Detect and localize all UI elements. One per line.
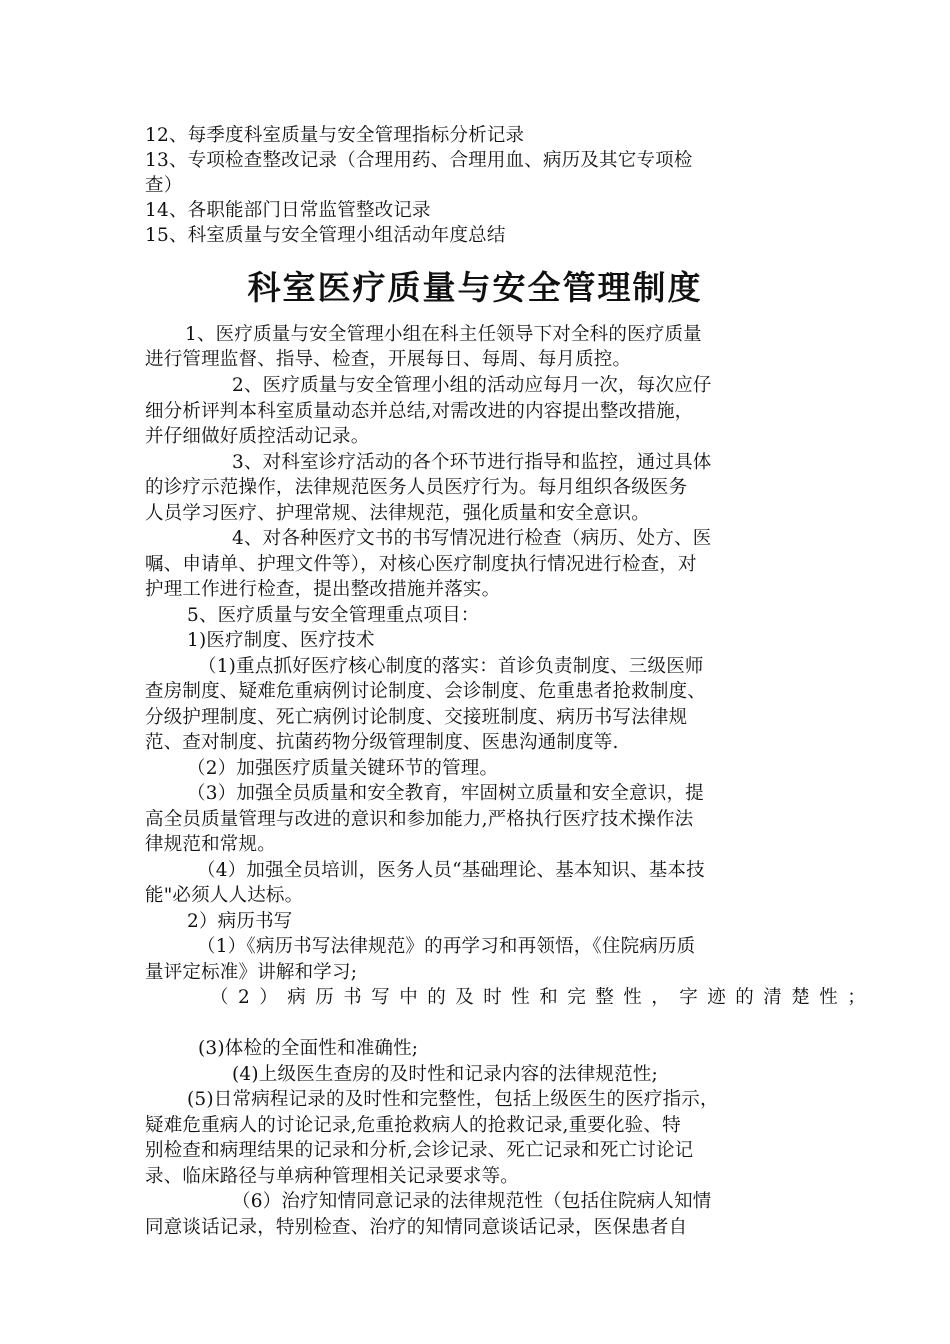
paragraph-line: 进行管理监督、指导、检查，开展每日、每周、每月质控。 <box>145 349 632 370</box>
paragraph-line: （1)重点抓好医疗核心制度的落实：首诊负责制度、三级医师 <box>198 656 704 677</box>
paragraph-line: (4)上级医生查房的及时性和记录内容的法律规范性; <box>232 1064 658 1085</box>
paragraph-line: （3）加强全员质量和安全教育，牢固树立质量和安全意识，提 <box>187 783 704 804</box>
paragraph-line: 疑难危重病人的讨论记录,危重抢救病人的抢救记录,重要化验、特 <box>145 1115 681 1136</box>
paragraph-line: （1）《病历书写法律规范》的再学习和再领悟，《住院病历质 <box>197 936 696 957</box>
paragraph-line: 2、医疗质量与安全管理小组的活动应每月一次，每次应仔 <box>232 375 712 396</box>
list-item: 13、专项检查整改记录（合理用药、合理用血、病历及其它专项检 <box>145 150 693 171</box>
paragraph-line: 同意谈话记录，特别检查、治疗的知情同意谈话记录，医保患者自 <box>145 1217 688 1238</box>
paragraph-line: 人员学习医疗、护理常规、法律规范，强化质量和安全意识。 <box>145 503 650 524</box>
paragraph-line: 1、医疗质量与安全管理小组在科主任领导下对全科的医疗质量 <box>185 324 702 345</box>
paragraph-line: 的诊疗示范操作，法律规范医务人员医疗行为。每月组织各级医务 <box>145 477 688 498</box>
paragraph-line: （6）治疗知情同意记录的法律规范性（包括住院病人知情 <box>232 1191 712 1212</box>
paragraph-line: 并仔细做好质控活动记录。 <box>145 426 370 447</box>
paragraph-line: 律规范和常规。 <box>145 834 276 855</box>
paragraph-line: 范、查对制度、抗菌药物分级管理制度、医患沟通制度等. <box>145 732 619 753</box>
paragraph-line: 细分析评判本科室质量动态并总结,对需改进的内容提出整改措施， <box>145 401 694 422</box>
paragraph-line: 3、对科室诊疗活动的各个环节进行指导和监控，通过具体 <box>232 452 712 473</box>
list-item: 14、各职能部门日常监管整改记录 <box>145 200 431 221</box>
paragraph-line: 分级护理制度、死亡病例讨论制度、交接班制度、病历书写法律规 <box>145 707 688 728</box>
paragraph-line: 查房制度、疑难危重病例讨论制度、会诊制度、危重患者抢救制度、 <box>145 681 707 702</box>
paragraph-line: 别检查和病理结果的记录和分析,会诊记录、死亡记录和死亡讨论记 <box>145 1140 694 1161</box>
paragraph-line: 量评定标准》讲解和学习; <box>145 962 358 983</box>
subsection-heading: 1)医疗制度、医疗技术 <box>187 630 375 651</box>
paragraph-line: （2）加强医疗质量关键环节的管理。 <box>187 758 499 779</box>
paragraph-line: 录、临床路径与单病种管理相关记录要求等。 <box>145 1166 520 1187</box>
paragraph-line: 能"必须人人达标。 <box>145 885 304 906</box>
paragraph-line: 护理工作进行检查，提出整改措施并落实。 <box>145 579 501 600</box>
paragraph-line: (5)日常病程记录的及时性和完整性，包括上级医生的医疗指示， <box>187 1089 719 1110</box>
paragraph-line: (3)体检的全面性和准确性; <box>198 1038 419 1059</box>
subsection-heading: 2）病历书写 <box>187 911 293 932</box>
list-item: 12、每季度科室质量与安全管理指标分析记录 <box>145 125 525 146</box>
document-title: 科室医疗质量与安全管理制度 <box>247 268 703 307</box>
list-item: 15、科室质量与安全管理小组活动年度总结 <box>145 225 506 246</box>
paragraph-line: （2）病历书写中的及时性和完整性，字迹的清楚性； <box>210 987 876 1008</box>
paragraph-line: 4、对各种医疗文书的书写情况进行检查（病历、处方、医 <box>232 528 712 549</box>
paragraph-line: 高全员质量管理与改进的意识和参加能力,严格执行医疗技术操作法 <box>145 809 694 830</box>
paragraph-line: 嘱、申请单、护理文件等），对核心医疗制度执行情况进行检查，对 <box>145 554 697 575</box>
section-heading: 5、医疗质量与安全管理重点项目： <box>187 605 480 626</box>
list-item-continuation: 查） <box>145 175 183 196</box>
paragraph-line: （4）加强全员培训，医务人员“基础理论、基本知识、基本技 <box>197 860 705 881</box>
